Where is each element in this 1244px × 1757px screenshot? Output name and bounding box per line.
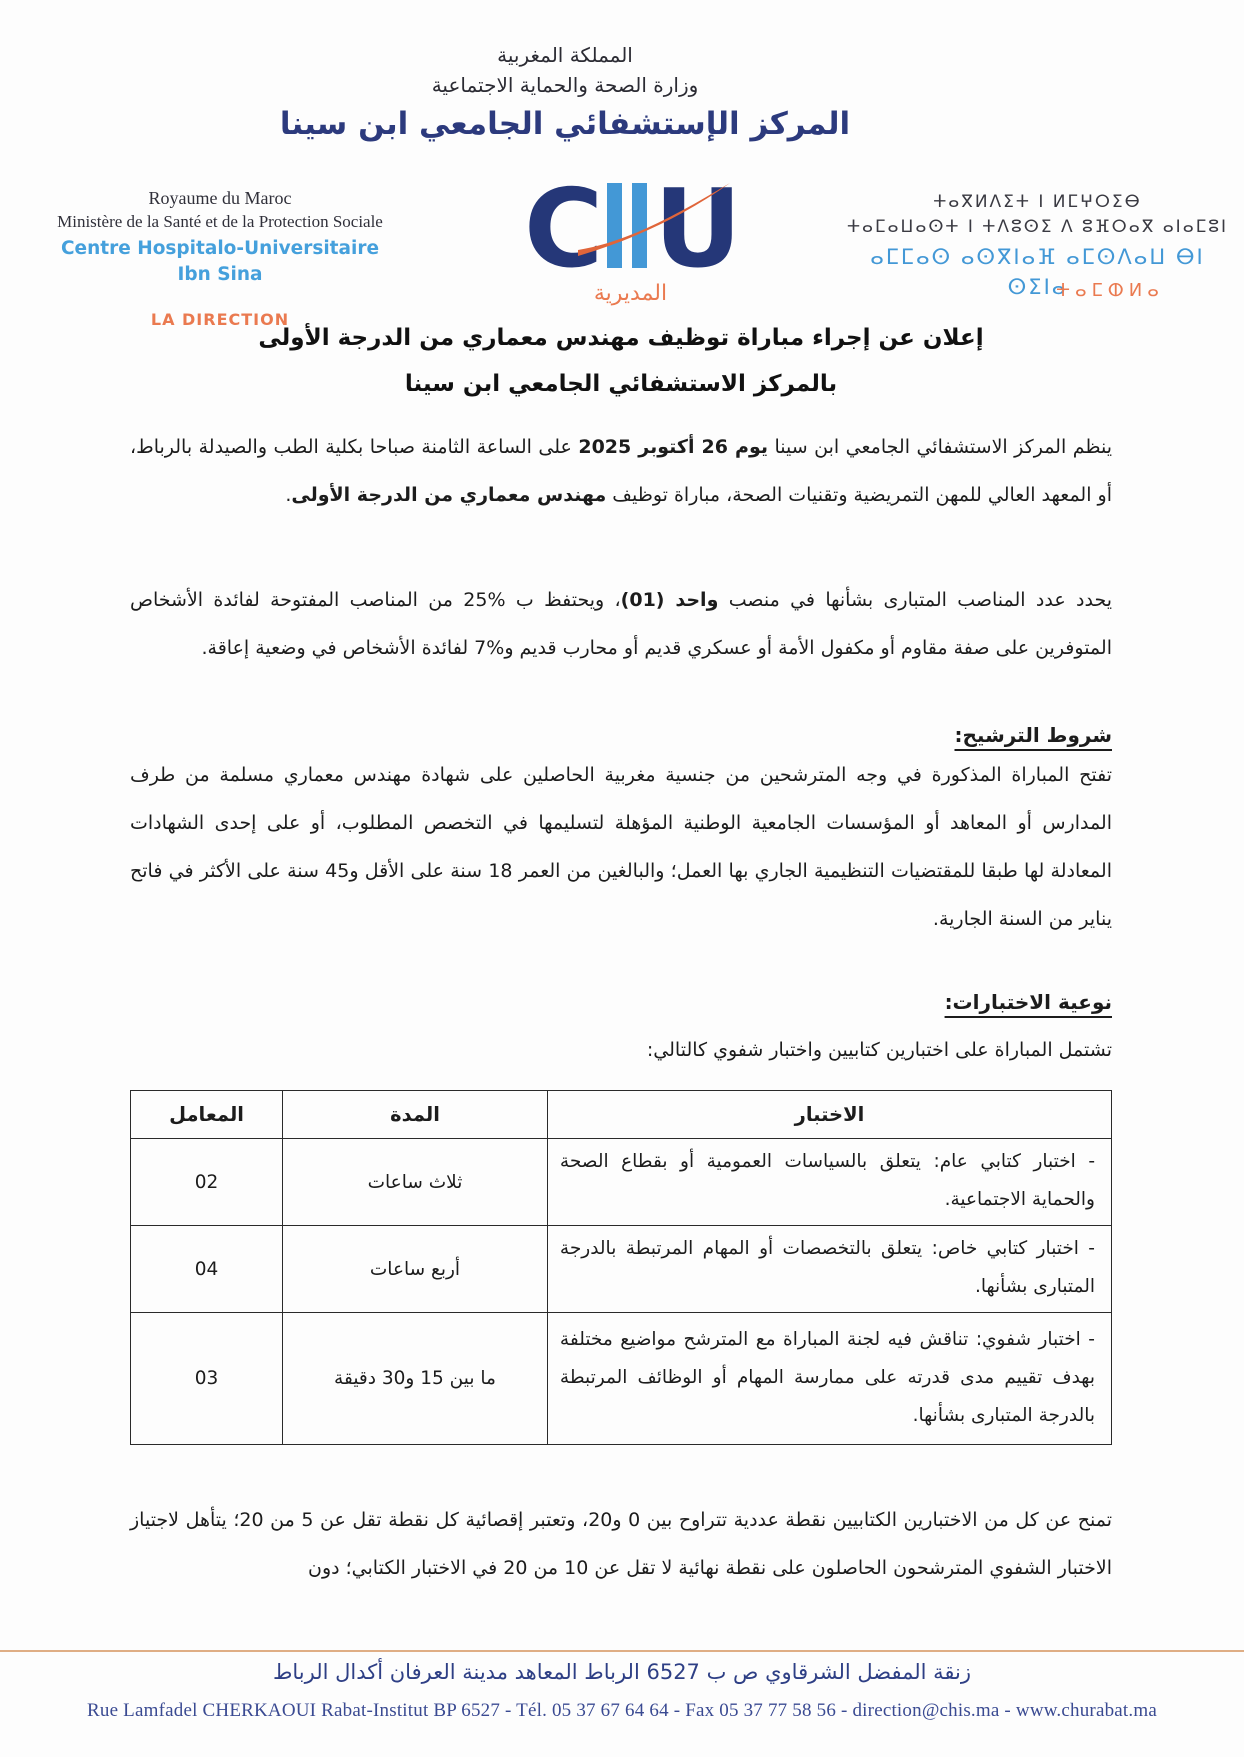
table-row [131,1226,1112,1313]
exam-description: - اختبار كتابي خاص: يتعلق بالتخصصات أو المهام المرتبطة بالدرجة المتبارى بشأنها. [547,1226,1111,1313]
scoring-rule-1: تمنح عن كل من الاختبارين الكتابيين نقطة عددية تتراوح بين 0 و20، وتعتبر إقصائية كل نقطة تقل عن 5 من 20؛ [233,1509,1112,1531]
logo-letter-u: U [654,180,733,272]
direction-label-french: LA DIRECTION [150,310,290,329]
column-header-coefficient: المعامل [131,1091,283,1139]
exam-date: يوم 26 أكتوبر 2025 [578,436,769,458]
scoring-rule-2: يتأهل لاجتياز الاختبار الشفوي المترشحون الحاصلون على نقطة نهائية لا تقل عن 10 من 20 في الاختبار الكتابي؛ دون [130,1509,1112,1579]
chu-name-arabic: المركز الإستشفائي الجامعي ابن سينا [279,106,851,142]
title-line-1: إعلان عن إجراء مباراة توظيف مهندس معماري من الدرجة الأولى [258,325,984,351]
table-row [131,1139,1112,1226]
exam-coefficient: 04 [131,1226,283,1313]
chu-name-tifinagh: ⴰⵎⵎⴰⵙ ⴰⵙⴳⵏⴰⴼ ⴰⵎⵙⴷⴰⵡ ⴱⵏ ⵙⵉⵏⴰ [870,245,1205,299]
chu-name-french: Centre Hospitalo-Universitaire Ibn Sina [60,238,380,285]
kingdom-name-tifinagh: ⵜⴰⴳⵍⴷⵉⵜ ⵏ ⵍⵎⵖⵔⵉⴱ [933,192,1142,212]
title-line-2: بالمركز الاستشفائي الجامعي ابن سينا [404,371,838,397]
intro-text: على الساعة الثامنة صباحا بكلية الطب والصيدلة بالرباط، أو المعهد العالي للمهن التمريضية وتقنيات الصحة، مباراة توظيف [130,436,1112,506]
exams-table [130,1090,1112,1445]
table-row [131,1313,1112,1445]
positions-text: يحدد عدد المناصب المتبارى بشأنها في منصب [718,589,1113,611]
job-title: مهندس معماري من الدرجة الأولى [291,484,607,506]
exam-coefficient: 03 [131,1313,283,1445]
logo-letter-c: C [528,180,604,272]
intro-paragraph [130,423,1112,519]
ministry-name-tifinagh: ⵜⴰⵎⴰⵡⴰⵙⵜ ⵏ ⵜⴷⵓⵙⵉ ⴷ ⵓⴼⵔⴰⴳ ⴰⵏⴰⵎⵓⵏ [846,217,1229,237]
kingdom-name-arabic: المملكة المغربية [497,43,633,67]
positions-count: واحد (01) [620,589,719,611]
conditions-paragraph: تفتح المباراة المذكورة في وجه المترشحين من جنسية مغربية الحاصلين على شهادة مهندس معماري مسلمة من طرف المدارس أو المعاهد أو المؤسسات الجامعية الوطنية المؤهلة لتسليمها في التخصص المطلوب، أو على إحدى الشهادات المعادلة لها طبقا للمقتضيات التنظيمية الجاري بها العمل؛ والبالغين من العمر 18 سنة على الأقل و45 سنة على الأكثر في فاتح يناير من السنة الجارية. [130,764,1112,930]
logo-subtitle-arabic: المديرية [593,281,668,306]
exam-coefficient: 02 [131,1139,283,1226]
ministry-name-french: Ministère de la Santé et de la Protection Sociale [57,212,383,231]
intro-text: ينظم المركز الاستشفائي الجامعي ابن سينا [768,436,1112,458]
exams-heading: نوعية الاختبارات: [944,990,1112,1014]
column-header-exam: الاختبار [547,1091,1111,1139]
exam-duration: ما بين 15 و30 دقيقة [283,1313,548,1445]
footer-address-french: Rue Lamfadel CHERKAOUI Rabat-Institut BP 6527 - Tél. 05 37 67 64 64 - Fax 05 37 77 58 56 - direction@chis.ma - www.churabat.ma [87,1700,1157,1721]
scoring-paragraph [130,1496,1112,1592]
ministry-name-arabic: وزارة الصحة والحماية الاجتماعية [431,73,699,97]
direction-label-tifinagh: ⵜⴰⵎⵀⵍⴰ [1056,280,1164,301]
exam-description: - اختبار كتابي عام: يتعلق بالسياسات العمومية أو بقطاع الصحة والحماية الاجتماعية. [547,1139,1111,1226]
table-header-row [131,1091,1112,1139]
exam-duration: ثلاث ساعات [283,1139,548,1226]
footer-divider [0,1650,1244,1652]
exam-description: - اختبار شفوي: تناقش فيه لجنة المباراة مع المترشح مواضيع مختلفة بهدف تقييم مدى قدرته على ممارسة المهام أو الوظائف المرتبطة بالدرجة المتبارى بشأنها. [547,1313,1111,1445]
positions-text: ، ويحتفظ ب %25 من المناصب المفتوحة لفائدة الأشخاص المتوفرين على صفة مقاوم أو مكفول الأمة أو عسكري قديم أو محارب قديم و%7 لفائدة الأشخاص في وضعية إعاقة. [130,589,1112,659]
announcement-title [130,315,1112,407]
exam-duration: أربع ساعات [283,1226,548,1313]
column-header-duration: المدة [283,1091,548,1139]
positions-paragraph [130,576,1112,672]
intro-text: . [285,484,292,506]
footer-address-arabic: زنقة المفضل الشرقاوي ص ب 6527 الرباط المعاهد مدينة العرفان أكدال الرباط [272,1660,972,1684]
exams-intro-paragraph: تشتمل المباراة على اختبارين كتابيين واختبار شفوي كالتالي: [646,1039,1112,1061]
kingdom-name-french: Royaume du Maroc [148,188,292,208]
conditions-heading: شروط الترشيح: [954,723,1112,747]
